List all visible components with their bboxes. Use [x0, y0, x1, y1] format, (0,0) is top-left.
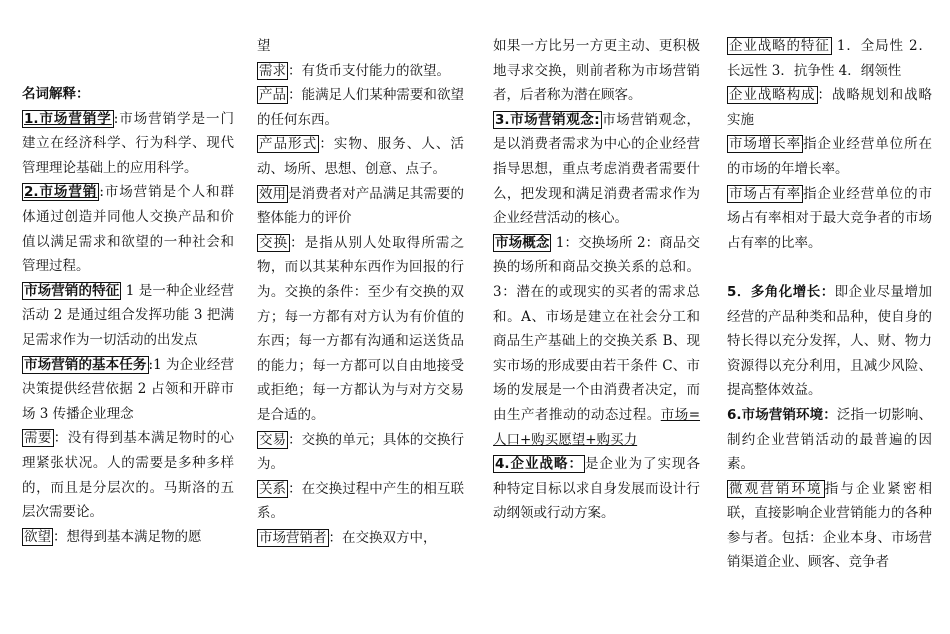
- term-corporate-strategy: [493, 452, 700, 526]
- term-label: 产品: [259, 87, 287, 104]
- term-needs: [22, 426, 234, 524]
- term-definition: 指企业经营单位的市场占有率相对于最大竞争者的市场占有率的比率。: [727, 185, 933, 251]
- term-label: 市场营销者: [259, 529, 327, 546]
- term-diversification: [727, 280, 932, 403]
- term-definition: :市场营销学是一门建立在经济科学、行为科学、现代管理理论基础上的应用科学。: [22, 110, 234, 176]
- term-definition: ：战略规划和战略实施: [727, 87, 933, 128]
- term-label: 2.市场营销: [24, 184, 98, 201]
- term-marketer: [257, 526, 464, 551]
- term-label: 交易: [259, 431, 287, 448]
- term-demand: [257, 59, 464, 84]
- term-wants: [22, 525, 234, 550]
- term-label: 市场增长率: [729, 136, 802, 153]
- term-label: 4.企业战略：: [495, 456, 584, 473]
- term-label: 需求: [259, 62, 286, 79]
- term-product-forms: [257, 132, 464, 181]
- spacer: [727, 255, 932, 280]
- column-2: [257, 34, 464, 550]
- term-definition: 指企业经营单位所在的市场的年增长率。: [727, 136, 933, 177]
- term-label: 欲望: [24, 528, 51, 545]
- term-label: 市场营销的基本任务: [24, 356, 147, 373]
- term-label: 效用: [259, 185, 287, 202]
- term-product: [257, 83, 464, 132]
- term-definition: 1．全局性 2．长远性 3．抗争性 4．纲领性: [727, 38, 933, 79]
- term-relationship: [257, 477, 464, 526]
- market-formula: 市场=人口+购买愿望+购买力: [493, 406, 701, 448]
- term-definition: ：没有得到基本满足物时的心理紧张状况。人的需要是多种多样的，而且是分层次的。马斯洛的五层次需要论。: [22, 430, 235, 521]
- term-label: 需要: [24, 430, 52, 447]
- term-definition: ：能满足人们某种需要和欲望的任何东西。: [257, 87, 465, 128]
- term-marketing-concept: [493, 108, 700, 231]
- term-market-share: [727, 182, 932, 256]
- term-label: 市场概念: [495, 234, 550, 251]
- term-definition: ：是指从别人处取得所需之物，而以其某种东西作为回报的行为。交换的条件：至少有交换的双方；每一方都有对方认为有价值的东西；每一方都有沟通和运送货品的能力；每一方都可以自由地接受或拒绝；每一方都认为与对方交易是合适的。: [257, 234, 465, 423]
- term-label: 1.市场营销学: [24, 110, 112, 127]
- term-market-growth-rate: [727, 132, 932, 181]
- term-label: 产品形式: [259, 136, 318, 153]
- continued-text: 如果一方比另一方更主动、更积极地寻求交换，则前者称为市场营销者，后者称为潜在顾客。: [493, 38, 700, 104]
- term-label: 企业战略的特征: [729, 38, 830, 54]
- term-marketing-science: [22, 107, 234, 181]
- term-definition: 指与企业紧密相联，直接影响企业营销能力的各种参与者。包括：企业本身、市场营销渠道企业、顾客、竞争者: [727, 480, 932, 571]
- term-label: 6.市场营销环境：: [727, 406, 837, 423]
- term-definition: 是企业为了实现各种特定目标以求自身发展而设计行动纲领或行动方案。: [493, 456, 700, 522]
- term-marketing-tasks: [22, 353, 234, 427]
- term-micro-environment: [727, 477, 932, 575]
- term-market-concept: [493, 231, 700, 452]
- term-definition: ：在交换过程中产生的相互联系。: [257, 480, 465, 522]
- term-strategy-features: [727, 34, 932, 83]
- term-definition: 1：交换场所 2：商品交换的场所和商品交换关系的总和。3：潜在的或现实的买者的需求总和。A、市场是建立在社会分工和商品生产基础上的交换关系 B、现实市场的形成要由若干条件 C、市场的发展是一个由消费者决定，而由生产者推动的动态过程。: [493, 234, 700, 423]
- term-exchange: [257, 231, 464, 428]
- continued-text: 望: [257, 38, 271, 54]
- term-definition: 是消费者对产品满足其需要的整体能力的评价: [257, 185, 465, 227]
- term-definition: 市场营销观念，是以消费者需求为中心的企业经营指导思想，重点考虑消费者需要什么，把发现和满足消费者需求作为企业经营活动的核心。: [493, 111, 701, 227]
- term-label: 微观营销环境: [729, 480, 823, 497]
- term-marketing: [22, 180, 234, 278]
- term-definition: ：想得到基本满足物的愿: [53, 528, 202, 545]
- term-strategy-components: [727, 83, 932, 132]
- term-label: 企业战略构成: [729, 87, 816, 104]
- term-definition: 泛指一切影响、制约企业营销活动的最普遍的因素。: [727, 406, 933, 473]
- term-definition: ：在交换双方中，: [328, 529, 437, 546]
- term-marketing-features: [22, 279, 234, 353]
- term-definition: 即企业尽量增加经营的产品种类和品种，使自身的特长得以充分发挥，人、财、物力资源得以充分利用，且减少风险、提高整体效益。: [727, 283, 932, 399]
- term-label: 3.市场营销观念:: [495, 111, 600, 128]
- term-definition: 1 是一种企业经营活动 2 是通过组合发挥功能 3 把满足需求作为一切活动的出发点: [22, 282, 235, 348]
- term-label: 关系: [259, 480, 287, 497]
- term-label: 5．多角化增长：: [727, 283, 835, 300]
- term-definition: ：实物、服务、人、活动、场所、思想、创意、点子。: [257, 136, 465, 177]
- term-definition: ：有货币支付能力的欲望。: [288, 62, 450, 79]
- term-definition: ：交换的单元；具体的交换行为。: [257, 431, 465, 473]
- term-utility: [257, 182, 464, 231]
- term-label: 市场占有率: [729, 185, 802, 202]
- section-heading: 名词解释：: [22, 86, 90, 102]
- column-1: [22, 82, 234, 549]
- term-definition: :市场营销是个人和群体通过创造并同他人交换产品和价值以满足需求和欲望的一种社会和管理过程。: [22, 184, 234, 275]
- term-marketing-environment: [727, 403, 932, 477]
- term-label: 交换: [259, 234, 289, 251]
- term-transaction: [257, 428, 464, 477]
- term-label: 市场营销的特征: [24, 282, 120, 299]
- term-definition: :1 为企业经营决策提供经营依据 2 占领和开辟市场 3 传播企业理念: [22, 356, 235, 422]
- column-3: [493, 34, 700, 526]
- column-4: [727, 34, 932, 575]
